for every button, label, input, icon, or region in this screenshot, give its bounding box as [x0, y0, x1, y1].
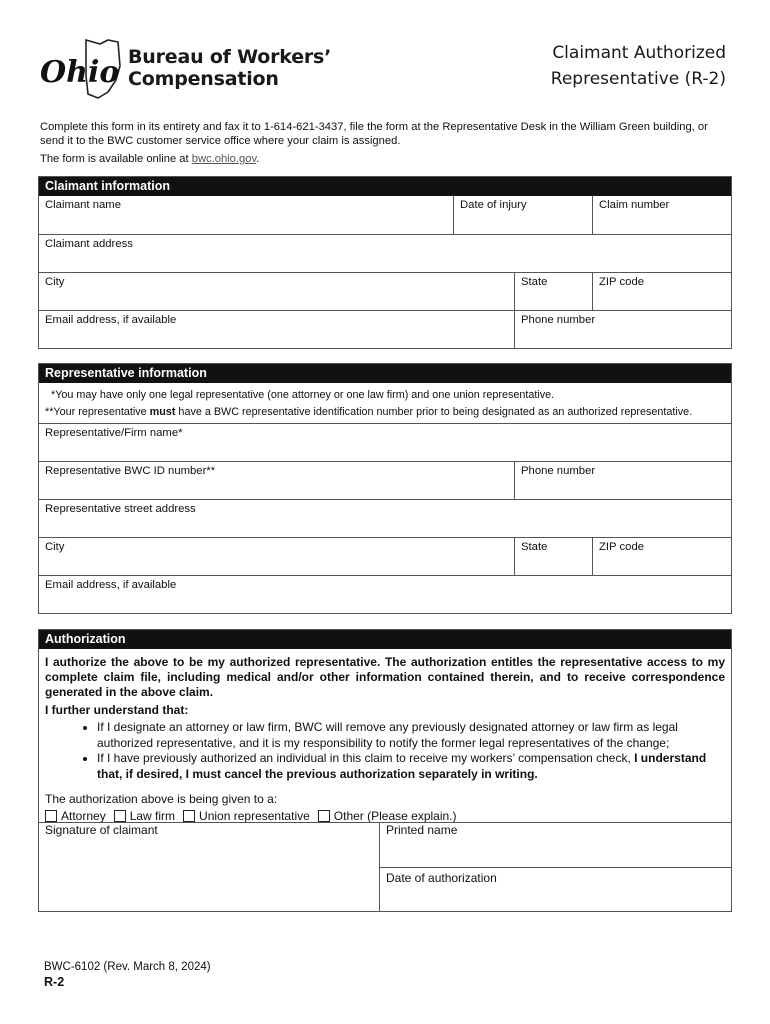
rep-note-2-suffix: have a BWC representative identification number prior to being designated as an authorized representative. [175, 406, 693, 418]
claimant-signature-label: Signature of claimant [45, 823, 158, 837]
given-to-text: The authorization above is being given to a: [45, 792, 278, 806]
other-checkbox[interactable] [318, 810, 330, 822]
form-short-code: R-2 [44, 975, 65, 989]
bwc-website-link[interactable]: bwc.ohio.gov [191, 153, 257, 165]
ohio-logo [38, 36, 128, 102]
org-line-1: Bureau of Workers’ [128, 46, 332, 68]
claimant-phone-label: Phone number [521, 314, 596, 326]
rep-firm-name-field[interactable] [39, 424, 731, 461]
union-rep-label: Union representative [199, 809, 310, 823]
rep-bwc-id-field[interactable] [39, 462, 514, 499]
authorization-statement: I authorize the above to be my authorized representative. The authorization entitles the representative access to my complete claim file, including medical and/or other information contained therein, and to receive correspondence generated in the above claim. [45, 655, 725, 699]
form-title [551, 40, 726, 92]
intro-online-prefix: The form is available online at [40, 153, 192, 165]
intro-online [40, 152, 730, 166]
rep-state-label: State [521, 541, 548, 553]
representative-heading: Representative information [39, 364, 731, 383]
intro-text [40, 120, 730, 170]
page-footer [44, 960, 211, 990]
claim-number-field[interactable] [592, 196, 731, 234]
claimant-section [38, 176, 732, 349]
title-line-2: Representative (R-2) [550, 69, 726, 89]
form-code: BWC-6102 (Rev. March 8, 2024) [44, 961, 211, 973]
authorization-heading: Authorization [39, 630, 731, 649]
printed-name-label: Printed name [386, 823, 458, 837]
understand-item-1: • If I designate an attorney or law firm, BWC will remove any previously designated attorney or law firm as legal authorized representative, and it is my responsibility to notify the former legal representatives of the change; [97, 720, 725, 751]
rep-city-label: City [45, 541, 65, 553]
claimant-address-field[interactable] [39, 235, 731, 272]
claimant-city-label: City [45, 276, 65, 288]
intro-online-suffix: . [256, 153, 260, 165]
rep-email-label: Email address, if available [45, 579, 177, 591]
other-label: Other (Please explain.) [333, 809, 457, 823]
title-line-1: Claimant Authorized [552, 43, 726, 63]
rep-note-2-prefix: **Your representative [45, 406, 150, 418]
rep-city-field[interactable] [39, 538, 514, 575]
intro-instructions: Complete this form in its entirety and fax it to 1-614-621-3437, file the form at the Representative Desk in the William Green building, or send it to the BWC customer service office where your claim is assigned. [40, 121, 708, 147]
rep-bwc-id-label: Representative BWC ID number** [45, 465, 216, 477]
rep-street-label: Representative street address [45, 503, 196, 515]
law-firm-checkbox[interactable] [114, 810, 126, 822]
claimant-email-label: Email address, if available [45, 314, 177, 326]
authorization-section [38, 629, 732, 912]
printed-name-field[interactable] [380, 823, 731, 867]
claimant-state-field[interactable] [514, 273, 592, 310]
understand-item-2 [97, 751, 725, 782]
rep-zip-label: ZIP code [599, 541, 645, 553]
representative-type-options [45, 809, 725, 823]
attorney-label: Attorney [61, 809, 106, 823]
rep-note-2-bold: must [149, 406, 176, 418]
claimant-heading: Claimant information [39, 177, 731, 196]
authorization-date-label: Date of authorization [386, 871, 497, 885]
claimant-zip-field[interactable] [592, 273, 731, 310]
union-rep-checkbox[interactable] [183, 810, 195, 822]
rep-phone-label: Phone number [521, 465, 596, 477]
claimant-email-field[interactable] [39, 311, 514, 348]
claimant-name-label: Claimant name [45, 199, 121, 211]
claimant-phone-field[interactable] [514, 311, 731, 348]
rep-phone-field[interactable] [514, 462, 731, 499]
organization-name [128, 46, 331, 90]
org-line-2: Compensation [128, 68, 279, 90]
claimant-city-field[interactable] [39, 273, 514, 310]
rep-note-2 [39, 404, 731, 423]
rep-email-field[interactable] [39, 576, 731, 613]
understand-item-2-bold: I understand that, if desired, I must cancel the previous authorization separately in writing. [97, 751, 707, 781]
understand-item-2-text: If I have previously authorized an individual in this claim to receive my workers’ compensation check, [97, 751, 635, 765]
logo-text: Ohio [40, 55, 120, 90]
claimant-name-field[interactable] [39, 196, 453, 234]
rep-firm-name-label: Representative/Firm name* [45, 427, 183, 439]
law-firm-label: Law firm [129, 809, 176, 823]
rep-street-field[interactable] [39, 500, 731, 537]
authorization-date-field[interactable] [380, 867, 731, 911]
date-of-injury-label: Date of injury [460, 199, 527, 211]
claimant-signature-field[interactable] [39, 822, 379, 910]
representative-section [38, 363, 732, 614]
understand-list [87, 720, 725, 782]
claimant-state-label: State [521, 276, 548, 288]
attorney-checkbox[interactable] [45, 810, 57, 822]
claimant-zip-label: ZIP code [599, 276, 645, 288]
further-understand: I further understand that: [45, 703, 189, 717]
date-of-injury-field[interactable] [453, 196, 592, 234]
rep-state-field[interactable] [514, 538, 592, 575]
claimant-address-label: Claimant address [45, 238, 133, 250]
rep-note-1: *You may have only one legal representative (one attorney or one law firm) and one union representative. [51, 389, 555, 401]
rep-zip-field[interactable] [592, 538, 731, 575]
claim-number-label: Claim number [599, 199, 670, 211]
